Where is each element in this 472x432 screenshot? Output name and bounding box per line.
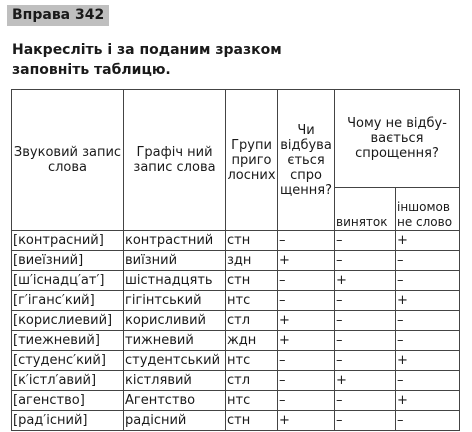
header-sound-record: Звуковий запис слова	[12, 90, 124, 231]
header-is-simplified: Чи відбува ється спро щення?	[278, 90, 335, 231]
cell-exception-mark: –	[335, 251, 396, 271]
table-row	[12, 371, 460, 391]
cell-exception-mark: –	[335, 391, 396, 411]
cell-sound-record: [виеїзний]	[12, 251, 124, 271]
table-row	[12, 271, 460, 291]
cell-simplified-mark: +	[278, 251, 335, 271]
word-analysis-table	[11, 89, 460, 431]
cell-foreign-word-mark: –	[396, 311, 460, 331]
cell-graphic-record: радісний	[124, 411, 226, 431]
cell-simplified-mark: –	[278, 351, 335, 371]
cell-simplified-mark: –	[278, 231, 335, 251]
cell-graphic-record: корисливий	[124, 311, 226, 331]
cell-sound-record: [ш′існадц′ат′]	[12, 271, 124, 291]
cell-sound-record: [контрасний]	[12, 231, 124, 251]
cell-exception-mark: –	[335, 331, 396, 351]
header-consonant-groups: Групи приго лосних	[226, 90, 278, 231]
table-row	[12, 231, 460, 251]
cell-foreign-word-mark: –	[396, 271, 460, 291]
header-why-not-simplified: Чому не відбу- вається спрощення?	[335, 90, 460, 188]
cell-exception-mark: –	[335, 311, 396, 331]
cell-sound-record: [тиежневий]	[12, 331, 124, 351]
header-graphic-record: Графіч ний запис слова	[124, 90, 226, 231]
cell-sound-record: [г′іганс′кий]	[12, 291, 124, 311]
cell-graphic-record: виїзний	[124, 251, 226, 271]
cell-exception-mark: +	[335, 271, 396, 291]
table-row	[12, 291, 460, 311]
cell-exception-mark: –	[335, 411, 396, 431]
cell-sound-record: [корислиевий]	[12, 311, 124, 331]
header-foreign-word: іншомов не слово	[396, 188, 460, 231]
task-instructions	[12, 40, 312, 80]
cell-consonant-group: ждн	[226, 331, 278, 351]
cell-foreign-word-mark: +	[396, 351, 460, 371]
cell-simplified-mark: –	[278, 371, 335, 391]
task-line-2: заповніть таблицю.	[12, 62, 171, 78]
table-row	[12, 351, 460, 371]
exercise-label: Вправа 342	[7, 5, 109, 26]
cell-foreign-word-mark: –	[396, 331, 460, 351]
cell-consonant-group: стн	[226, 411, 278, 431]
cell-consonant-group: нтс	[226, 291, 278, 311]
cell-sound-record: [студенс′кий]	[12, 351, 124, 371]
cell-graphic-record: Агентство	[124, 391, 226, 411]
cell-graphic-record: гігінтський	[124, 291, 226, 311]
cell-foreign-word-mark: +	[396, 291, 460, 311]
cell-foreign-word-mark: –	[396, 251, 460, 271]
cell-exception-mark: –	[335, 231, 396, 251]
cell-simplified-mark: –	[278, 271, 335, 291]
cell-consonant-group: здн	[226, 251, 278, 271]
cell-graphic-record: шістнадцять	[124, 271, 226, 291]
cell-graphic-record: контрастний	[124, 231, 226, 251]
table-row	[12, 311, 460, 331]
cell-consonant-group: стл	[226, 371, 278, 391]
cell-foreign-word-mark: +	[396, 231, 460, 251]
cell-sound-record: [агенство]	[12, 391, 124, 411]
cell-exception-mark: –	[335, 291, 396, 311]
cell-simplified-mark: +	[278, 411, 335, 431]
cell-simplified-mark: +	[278, 311, 335, 331]
cell-consonant-group: стн	[226, 231, 278, 251]
cell-exception-mark: –	[335, 351, 396, 371]
cell-graphic-record: студентський	[124, 351, 226, 371]
table-row	[12, 391, 460, 411]
cell-simplified-mark: –	[278, 391, 335, 411]
cell-foreign-word-mark: –	[396, 371, 460, 391]
cell-foreign-word-mark: –	[396, 411, 460, 431]
task-line-1: Накресліть і за поданим зразком	[12, 42, 282, 58]
cell-consonant-group: нтс	[226, 351, 278, 371]
cell-exception-mark: +	[335, 371, 396, 391]
cell-simplified-mark: –	[278, 291, 335, 311]
cell-graphic-record: кістлявий	[124, 371, 226, 391]
cell-simplified-mark: +	[278, 331, 335, 351]
cell-sound-record: [к′істл′авий]	[12, 371, 124, 391]
table-row	[12, 411, 460, 431]
table-row	[12, 251, 460, 271]
cell-graphic-record: тижневий	[124, 331, 226, 351]
cell-sound-record: [рад′існий]	[12, 411, 124, 431]
cell-consonant-group: нтс	[226, 391, 278, 411]
cell-foreign-word-mark: +	[396, 391, 460, 411]
header-exception: виняток	[335, 188, 396, 231]
cell-consonant-group: стн	[226, 271, 278, 291]
table-row	[12, 331, 460, 351]
cell-consonant-group: стл	[226, 311, 278, 331]
